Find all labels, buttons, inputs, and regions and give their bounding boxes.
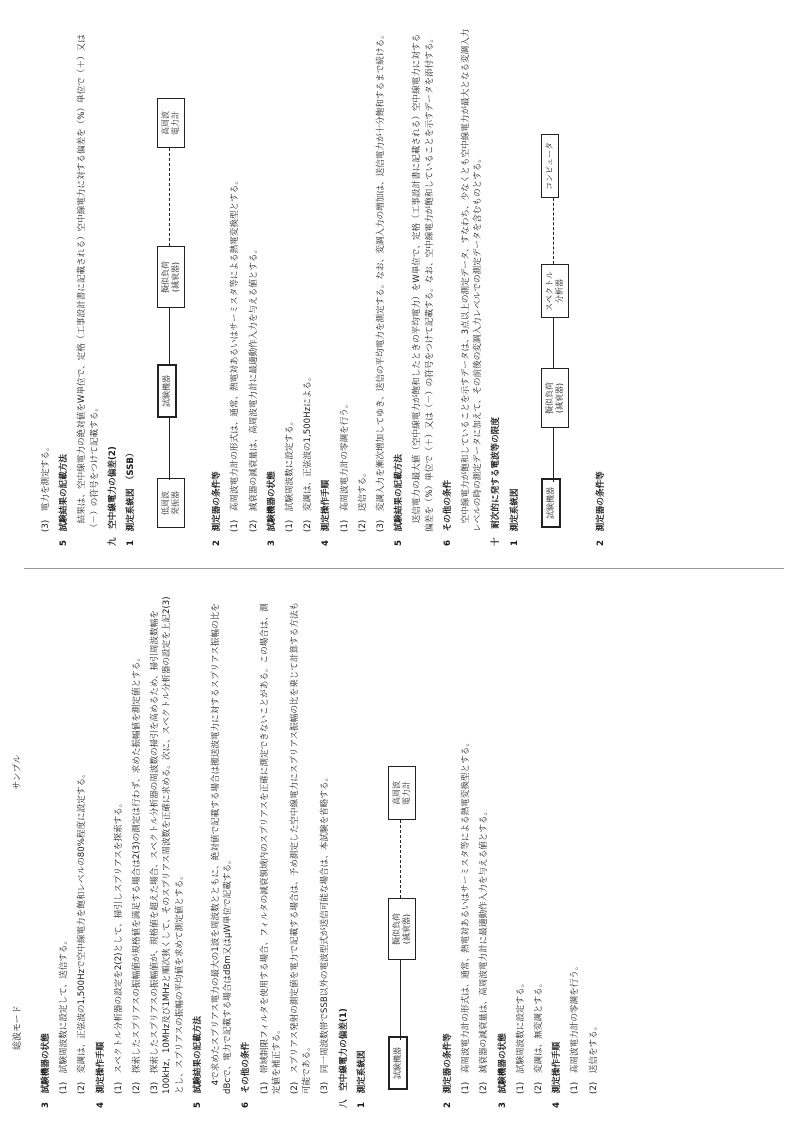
diagram-connector [553, 428, 554, 482]
paragraph: (1) 高周波電力計の零調を行う。 [339, 399, 350, 532]
paragraph: (2) 送信する。 [357, 468, 368, 532]
diagram-box: 高周波 電力計 [388, 766, 416, 820]
paragraph: (1) 試験周波数に設定する。 [285, 416, 296, 532]
measurement-system-diagram [143, 28, 205, 528]
paragraph: 結果は、空中線電力の絶対値をW単位で、定格（工事設計書に記載される）空中線電力に対する偏差を（%）単位で（＋）又は（－）の符号をつけて記載する。 [77, 34, 100, 532]
section-heading: 1 測定系統図 [356, 1050, 367, 1108]
paragraph: (2) 減衰器の減衰量は、高周波電力計に最適動作入力を与える値とする。 [479, 806, 490, 1094]
section-heading: 3 試験機器の状態 [497, 1033, 508, 1108]
section-heading: 4 測定操作手順 [552, 1041, 563, 1108]
paragraph: (2) 探索したスプリアスの振幅値が規格値を満足する場合は2(3)の測定は行わず、求めた振幅値を測定値とする。 [132, 653, 143, 1094]
paragraph: (1) 試験周波数に設定する。 [515, 978, 526, 1094]
paragraph: (1) スペクトル分析器の設定を2(2)として、掃引しスプリアスを探索する。 [113, 798, 124, 1094]
section-heading: 2 測定器の条件等 [212, 471, 223, 546]
section-heading: 3 試験機器の状態 [41, 1033, 51, 1108]
section-heading: 1 測定系統図 [509, 488, 520, 546]
measurement-system-diagram [374, 596, 436, 1090]
paragraph: 4で求めたスプリアス電力の最大の1波を周波数とともに、絶対値で記載する場合は搬送波電力に対するスプリアス振幅の比をdBcで、電力で記載する場合はdBm又はμW単位で記載する。 [211, 603, 234, 1094]
diagram-box: スペクトル 分析器 [541, 264, 569, 318]
upper-page [0, 568, 798, 1130]
diagram-box: 擬似負荷 (減衰器) [388, 898, 416, 960]
paragraph: (1) 高周波電力計の形式は、通常、熱電対あるいはサーミスタ等による熱電変換型とする。 [461, 738, 472, 1094]
section-heading: 1 測定系統図 （SSB） [126, 448, 137, 546]
paragraph: (3) 変調入力を漸次増加してゆき、送信の平均電力を測定する。なお、変調入力の増加は、送信電力が十分飽和するまで続ける。 [376, 30, 387, 532]
section-heading: 十 耐次的に発する電波等の限度 [491, 417, 502, 546]
paragraph: (2) 減衰器の減衰量は、高周波電力計に最適動作入力を与える値とする。 [248, 244, 259, 532]
diagram-connector [169, 418, 170, 480]
section-heading: 九 空中線電力の偏差(2) [107, 446, 118, 546]
paragraph: (2) 変調は、正弦波の1,500Hzで空中線電力を飽和レベルの80%程度に設定する。 [77, 769, 88, 1094]
section-heading: 4 測定操作手順 [321, 479, 332, 546]
diagram-box: 試験機器 [388, 1036, 408, 1090]
diagram-box: 試験機器 [541, 478, 561, 528]
lower-page-body [40, 28, 613, 546]
diagram-dashed-connector [169, 148, 170, 246]
paragraph: (2) 変調は、正弦波の1,500Hzによる。 [303, 372, 314, 532]
paragraph: 空中線電力が飽和していることを示すデータは、3点以上の測定データ、すなわち、少なくとも空中線電力が最大となる変調入力レベルの時の測定データに加えて、その前後の変調入力レベルでの測定データを含むものとする。 [461, 28, 484, 532]
paragraph: (1) 帯域制限フィルタを使用する場合、フィルタの減衰領域内のスプリアスを正確に測定できないことがある。この場合は、測定値を補正する。 [259, 603, 282, 1094]
upper-page-body [40, 596, 606, 1108]
paragraph: (2) 変調は、無変調とする。 [534, 978, 545, 1094]
paragraph: (1) 高周波電力計の形式は、通常、熱電対あるいはサーミスタ等による熱電変換型とする。 [230, 176, 241, 532]
diagram-dashed-connector [400, 820, 401, 898]
paragraph: (3) 電力を測定する。 [41, 442, 51, 532]
diagram-connector [400, 960, 401, 1040]
diagram-box: 低周波 発振器 [157, 478, 185, 528]
section-heading: 4 測定操作手順 [95, 1041, 106, 1108]
section-heading: 5 試験結果の記載方法 [59, 454, 70, 546]
header-sample-label: サンプル [13, 754, 23, 790]
diagram-connector [169, 308, 170, 366]
diagram-box: コンピュータ [541, 134, 559, 198]
section-heading: 6 その他の条件 [442, 479, 453, 546]
paragraph: (2) スプリアス発射の測定値を電力で記載する場合は、予め測定した空中線電力にスプリアス振幅の比を乗じて計算する方法も可能である。 [290, 601, 313, 1094]
section-heading: 2 測定器の条件等 [443, 1033, 454, 1108]
paragraph: (3) 探索したスプリアスの振幅値が、規格値を超えた場合、スペクトル分析器の周波数の掃引を高めるため、掃引周波数幅を100kHz、10MHz及び1MHzと順次狭くして、そのスプリアス周波数を正確に求める。次に、スペクトル分析器の設定を上記2(3)とし、スプリアスの振幅の平均値を求めて測定値とする。 [150, 596, 185, 1094]
section-heading: 5 試験結果の記載方法 [394, 454, 405, 546]
diagram-box: 試験機器 [157, 364, 177, 418]
paragraph: 送信電力の最大値（空中線電力が飽和したときの平均電力）をW単位で、定格（工事設計書に記載される）空中線電力に対する偏差を（%）単位で（＋）又は（－）の符号をつけて記載する。なお、空中線電力が飽和していることを示すデータを添付する。 [412, 33, 435, 532]
header-mode-label: 総波モード [13, 1005, 23, 1050]
section-heading: 5 試験結果の記載方法 [192, 1016, 203, 1108]
diagram-box: 擬似負荷 (減衰器) [541, 368, 569, 428]
section-heading: 2 測定器の条件等 [595, 471, 606, 546]
measurement-system-diagram [527, 28, 589, 528]
paragraph: (3) 同一周波数帯でSSB以外の電波型式が送信可能な場合は、本試験を省略する。 [320, 772, 331, 1094]
page-divider [24, 568, 784, 569]
diagram-connector [553, 318, 554, 368]
diagram-box: 高周波 電力計 [157, 98, 185, 148]
paragraph: (1) 試験周波数に設定して、送信する。 [59, 935, 70, 1094]
section-heading: 6 その他の条件 [241, 1041, 252, 1108]
diagram-dashed-connector [553, 198, 554, 264]
section-heading: 八 空中線電力の偏差(1) [338, 1008, 349, 1108]
section-heading: 3 試験機器の状態 [266, 471, 277, 546]
diagram-box: 擬似負荷 (減衰器) [157, 246, 185, 308]
paragraph: (2) 送信をする。 [588, 1021, 599, 1094]
paragraph: (1) 高周波電力計の零調を行う。 [570, 961, 581, 1094]
